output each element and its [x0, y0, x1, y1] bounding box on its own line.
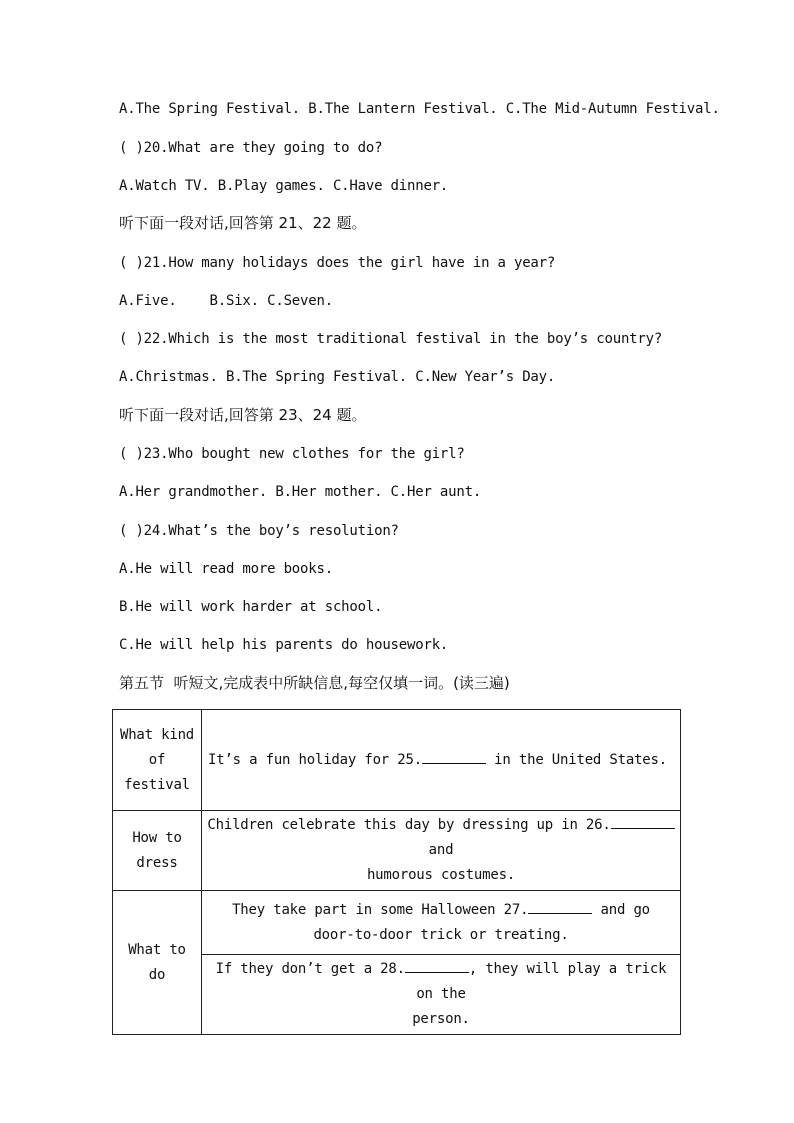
line-options-21: A.Five. B.Six. C.Seven.: [119, 293, 333, 309]
section-five-heading: 第五节 听短文,完成表中所缺信息,每空仅填一词。(读三遍): [119, 674, 510, 692]
option-24-a: A.He will read more books.: [119, 561, 333, 577]
table-row: [113, 710, 681, 811]
table-row: [113, 811, 681, 891]
cell-text: humorous costumes.: [366, 867, 516, 883]
table-cell: [202, 955, 681, 1035]
head-text: What to do: [128, 941, 186, 983]
blank-25[interactable]: [422, 751, 486, 764]
section-heading-23-24: 听下面一段对话,回答第 23、24 题。: [119, 406, 367, 424]
cell-text: They take part in some Halloween 27.: [232, 901, 529, 918]
head-text: festival: [124, 776, 190, 793]
blank-28[interactable]: [405, 960, 469, 973]
table-head-cell: [113, 710, 202, 811]
head-text: How to: [132, 829, 182, 846]
question-20: ( )20.What are they going to do?: [119, 140, 383, 156]
question-22: ( )22.Which is the most traditional festival in the boy’s country?: [119, 331, 663, 347]
cell-text: , they will play a trick on the: [416, 961, 667, 1002]
cell-text: Children celebrate this day by dressing up in 26.: [207, 817, 611, 833]
section-heading-21-22: 听下面一段对话,回答第 21、22 题。: [119, 214, 367, 232]
option-24-b: B.He will work harder at school.: [119, 599, 383, 615]
table-row: [113, 891, 681, 955]
head-text: What kind: [119, 726, 195, 743]
table-head-cell: [113, 811, 202, 891]
line-options-20: A.Watch TV. B.Play games. C.Have dinner.: [119, 178, 449, 194]
blank-26[interactable]: [611, 816, 675, 829]
head-text: dress: [136, 854, 178, 871]
head-text: of: [148, 751, 166, 768]
cell-text: If they don’t get a 28.: [215, 961, 405, 977]
line-options-22: A.Christmas. B.The Spring Festival. C.New Year’s Day.: [119, 369, 556, 385]
cell-text: in the United States.: [485, 751, 667, 768]
cell-text: person.: [412, 1011, 470, 1027]
info-table: [112, 709, 681, 1035]
blank-27[interactable]: [528, 901, 592, 914]
table-head-cell: [113, 891, 202, 1035]
table-cell: [202, 891, 681, 955]
cell-text: and go: [592, 901, 650, 918]
line-options-23: A.Her grandmother. B.Her mother. C.Her aunt.: [119, 484, 482, 500]
table-cell: [202, 710, 681, 811]
cell-text: and: [428, 842, 454, 858]
line-options-19: A.The Spring Festival. B.The Lantern Festival. C.The Mid-Autumn Festival.: [119, 101, 720, 117]
cell-text: It’s a fun holiday for 25.: [208, 751, 422, 768]
cell-text: door-to-door trick or treating.: [313, 926, 569, 943]
question-23: ( )23.Who bought new clothes for the girl?: [119, 446, 465, 462]
table-cell: [202, 811, 681, 891]
option-24-c: C.He will help his parents do housework.: [119, 637, 449, 653]
question-24: ( )24.What’s the boy’s resolution?: [119, 523, 399, 539]
question-21: ( )21.How many holidays does the girl have in a year?: [119, 255, 556, 271]
